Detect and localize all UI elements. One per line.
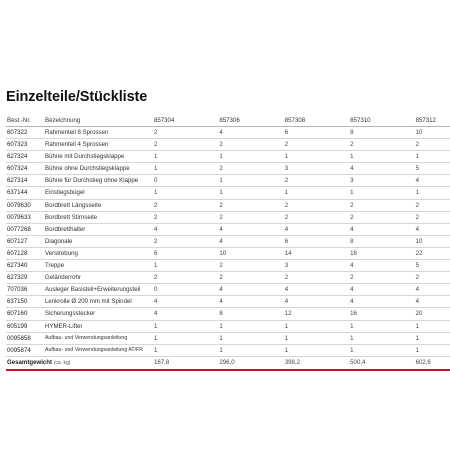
table-row — [6, 211, 450, 223]
part-description: Bühne mit Durchstiegsklappe — [44, 151, 153, 163]
part-description: Diagonale — [44, 235, 153, 247]
header-best-nr: Best.-Nr. — [6, 116, 44, 127]
total-value: 500,4 — [349, 356, 414, 370]
quantity-cell: 1 — [415, 320, 450, 332]
table-row — [6, 187, 450, 199]
part-number: 0095874 — [6, 344, 44, 356]
quantity-cell: 2 — [218, 199, 283, 211]
table-row — [6, 175, 450, 187]
quantity-cell: 1 — [153, 151, 218, 163]
quantity-cell: 1 — [415, 332, 450, 344]
quantity-cell: 4 — [153, 308, 218, 320]
part-description: Bühne für Durchstieg ohne Klappe — [44, 175, 153, 187]
part-number: 607128 — [6, 247, 44, 259]
quantity-cell: 1 — [153, 332, 218, 344]
table-row — [6, 223, 450, 235]
part-description: Ausleger Basisteil+Erweiterungsteil — [44, 284, 153, 296]
quantity-cell: 2 — [153, 139, 218, 151]
table-header-row — [6, 116, 450, 127]
quantity-cell: 2 — [284, 175, 349, 187]
table-row — [6, 235, 450, 247]
quantity-cell: 2 — [415, 139, 450, 151]
quantity-cell: 2 — [218, 139, 283, 151]
quantity-cell: 4 — [284, 296, 349, 308]
part-description: HYMER-Lifter — [44, 320, 153, 332]
quantity-cell: 4 — [218, 235, 283, 247]
quantity-cell: 2 — [349, 199, 414, 211]
quantity-cell: 4 — [218, 284, 283, 296]
quantity-cell: 0 — [153, 284, 218, 296]
part-description: Aufbau- und Verwendungsanleitung — [44, 332, 153, 344]
quantity-cell: 20 — [415, 308, 450, 320]
quantity-cell: 4 — [153, 296, 218, 308]
part-description: Treppe — [44, 260, 153, 272]
quantity-cell: 6 — [284, 127, 349, 139]
quantity-cell: 2 — [415, 272, 450, 284]
table-row — [6, 332, 450, 344]
quantity-cell: 1 — [349, 344, 414, 356]
total-value: 167,8 — [153, 356, 218, 370]
table-row — [6, 284, 450, 296]
quantity-cell: 1 — [349, 320, 414, 332]
header-bezeichnung: Bezeichnung — [44, 116, 153, 127]
part-description: Bühne ohne Durchstiegsklappe — [44, 163, 153, 175]
quantity-cell: 4 — [415, 223, 450, 235]
quantity-cell: 2 — [349, 139, 414, 151]
total-label-text: Gesamtgewicht — [7, 358, 53, 366]
quantity-cell: 1 — [415, 344, 450, 356]
part-number: 607127 — [6, 235, 44, 247]
part-number: 0079633 — [6, 211, 44, 223]
part-description: Sicherungsstecker — [44, 308, 153, 320]
table-row — [6, 344, 450, 356]
quantity-cell: 6 — [284, 235, 349, 247]
quantity-cell: 4 — [415, 175, 450, 187]
total-unit: (ca. kg) — [53, 359, 71, 366]
quantity-cell: 4 — [218, 296, 283, 308]
quantity-cell: 2 — [415, 199, 450, 211]
quantity-cell: 1 — [284, 332, 349, 344]
quantity-cell: 4 — [153, 223, 218, 235]
quantity-cell: 2 — [218, 163, 283, 175]
quantity-cell: 2 — [415, 211, 450, 223]
parts-table — [6, 116, 450, 371]
table-row — [6, 320, 450, 332]
quantity-cell: 1 — [218, 187, 283, 199]
part-number: 607160 — [6, 308, 44, 320]
part-number: 627324 — [6, 151, 44, 163]
part-description: Bordbrett Längsseite — [44, 199, 153, 211]
quantity-cell: 8 — [349, 127, 414, 139]
table-row — [6, 260, 450, 272]
table-row — [6, 247, 450, 259]
part-description: Lenkrolle Ø 200 mm mit Spindel — [44, 296, 153, 308]
total-value: 602,6 — [415, 356, 450, 370]
quantity-cell: 18 — [349, 247, 414, 259]
table-row — [6, 272, 450, 284]
quantity-cell: 1 — [218, 175, 283, 187]
part-description: Einstiegsbügel — [44, 187, 153, 199]
quantity-cell: 2 — [153, 272, 218, 284]
table-row — [6, 139, 450, 151]
part-number: 627314 — [6, 175, 44, 187]
part-description: Bordbretthalter — [44, 223, 153, 235]
quantity-cell: 4 — [284, 284, 349, 296]
part-description: Bordbrett Stirnseite — [44, 211, 153, 223]
quantity-cell: 1 — [415, 151, 450, 163]
quantity-cell: 6 — [153, 247, 218, 259]
quantity-cell: 8 — [218, 308, 283, 320]
header-model-857304: 857304 — [153, 116, 218, 127]
table-row — [6, 296, 450, 308]
quantity-cell: 1 — [349, 151, 414, 163]
header-model-857312: 857312 — [415, 116, 450, 127]
part-description: Rahmenteil 8 Sprossen — [44, 127, 153, 139]
quantity-cell: 1 — [218, 151, 283, 163]
part-number: 0095858 — [6, 332, 44, 344]
quantity-cell: 3 — [349, 175, 414, 187]
quantity-cell: 1 — [153, 187, 218, 199]
header-model-857310: 857310 — [349, 116, 414, 127]
quantity-cell: 2 — [284, 199, 349, 211]
table-row — [6, 199, 450, 211]
part-number: 707036 — [6, 284, 44, 296]
table-row — [6, 163, 450, 175]
quantity-cell: 2 — [153, 127, 218, 139]
quantity-cell: 4 — [349, 163, 414, 175]
quantity-cell: 10 — [415, 235, 450, 247]
quantity-cell: 2 — [284, 272, 349, 284]
quantity-cell: 2 — [153, 235, 218, 247]
quantity-cell: 1 — [349, 187, 414, 199]
part-number: 607324 — [6, 163, 44, 175]
quantity-cell: 1 — [284, 320, 349, 332]
quantity-cell: 0 — [153, 175, 218, 187]
quantity-cell: 1 — [153, 344, 218, 356]
quantity-cell: 4 — [349, 223, 414, 235]
quantity-cell: 1 — [218, 344, 283, 356]
quantity-cell: 3 — [284, 163, 349, 175]
part-description: Rahmenteil 4 Sprossen — [44, 139, 153, 151]
quantity-cell: 4 — [284, 223, 349, 235]
part-description: Verstrebung — [44, 247, 153, 259]
quantity-cell: 5 — [415, 163, 450, 175]
quantity-cell: 2 — [153, 199, 218, 211]
table-row — [6, 151, 450, 163]
quantity-cell: 4 — [349, 296, 414, 308]
header-model-857308: 857308 — [284, 116, 349, 127]
quantity-cell: 8 — [349, 235, 414, 247]
quantity-cell: 1 — [284, 344, 349, 356]
quantity-cell: 1 — [415, 187, 450, 199]
part-description: Aufbau- und Verwendungsanleitung AT/FR — [44, 344, 153, 356]
quantity-cell: 2 — [284, 211, 349, 223]
total-weight-row — [6, 356, 450, 370]
quantity-cell: 2 — [218, 272, 283, 284]
page-title: Einzelteile/Stückliste — [6, 89, 148, 105]
part-number: 607323 — [6, 139, 44, 151]
total-value: 296,0 — [218, 356, 283, 370]
part-number: 627329 — [6, 272, 44, 284]
quantity-cell: 1 — [284, 151, 349, 163]
part-number: 0077268 — [6, 223, 44, 235]
quantity-cell: 2 — [349, 272, 414, 284]
part-number: 607322 — [6, 127, 44, 139]
quantity-cell: 2 — [153, 211, 218, 223]
quantity-cell: 4 — [349, 260, 414, 272]
quantity-cell: 4 — [218, 223, 283, 235]
quantity-cell: 2 — [218, 260, 283, 272]
quantity-cell: 4 — [415, 296, 450, 308]
quantity-cell: 1 — [218, 320, 283, 332]
quantity-cell: 22 — [415, 247, 450, 259]
quantity-cell: 1 — [349, 332, 414, 344]
total-value: 398,2 — [284, 356, 349, 370]
quantity-cell: 2 — [349, 211, 414, 223]
quantity-cell: 4 — [218, 127, 283, 139]
quantity-cell: 10 — [218, 247, 283, 259]
quantity-cell: 1 — [153, 163, 218, 175]
quantity-cell: 12 — [284, 308, 349, 320]
table-row — [6, 308, 450, 320]
quantity-cell: 4 — [349, 284, 414, 296]
quantity-cell: 5 — [415, 260, 450, 272]
quantity-cell: 1 — [153, 260, 218, 272]
header-model-857306: 857306 — [218, 116, 283, 127]
quantity-cell: 1 — [284, 187, 349, 199]
part-number: 637144 — [6, 187, 44, 199]
quantity-cell: 2 — [218, 211, 283, 223]
total-weight-label — [6, 356, 153, 370]
quantity-cell: 2 — [284, 139, 349, 151]
quantity-cell: 16 — [349, 308, 414, 320]
quantity-cell: 1 — [218, 332, 283, 344]
part-description: Geländerrohr — [44, 272, 153, 284]
part-number: 0079630 — [6, 199, 44, 211]
quantity-cell: 14 — [284, 247, 349, 259]
quantity-cell: 10 — [415, 127, 450, 139]
table-row — [6, 127, 450, 139]
part-number: 637150 — [6, 296, 44, 308]
part-number: 627340 — [6, 260, 44, 272]
quantity-cell: 3 — [284, 260, 349, 272]
part-number: 605199 — [6, 320, 44, 332]
quantity-cell: 1 — [153, 320, 218, 332]
quantity-cell: 4 — [415, 284, 450, 296]
